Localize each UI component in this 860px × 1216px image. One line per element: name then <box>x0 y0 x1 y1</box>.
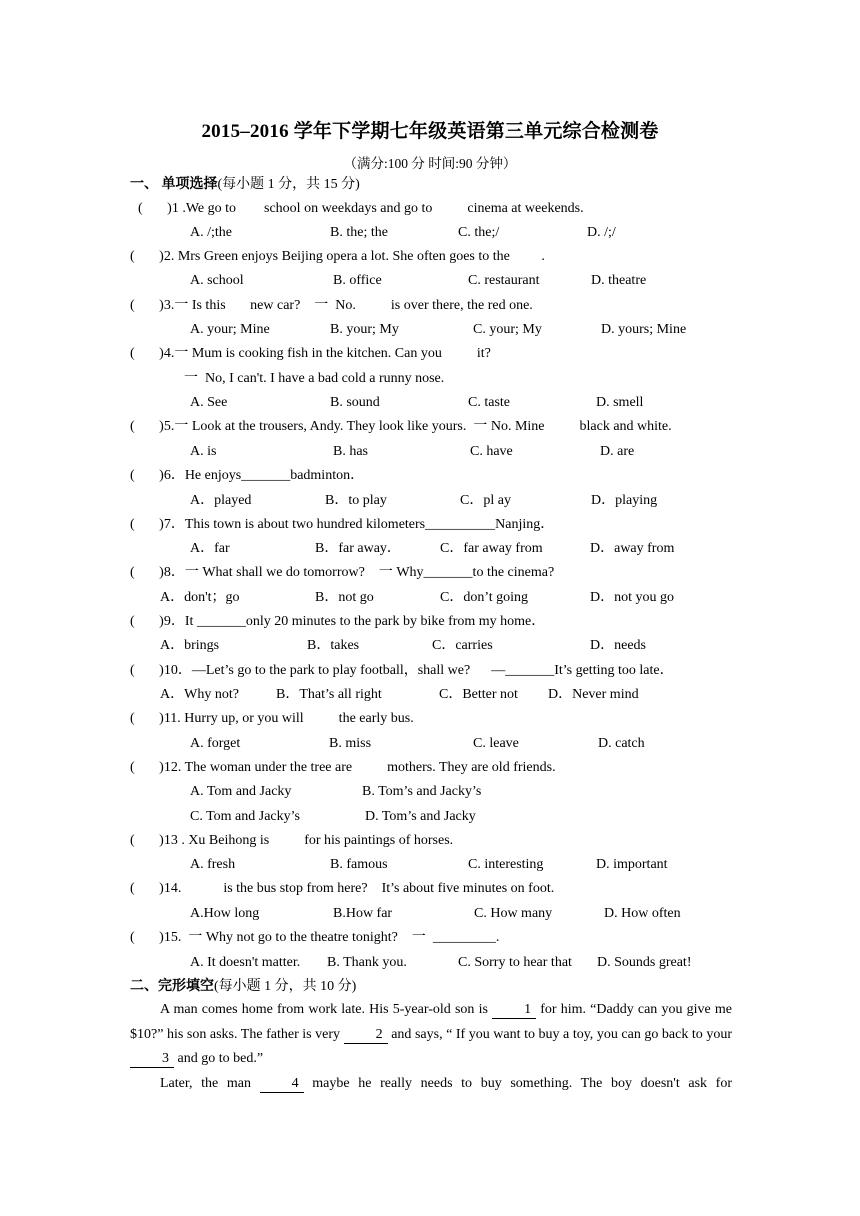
option-d: D．needs <box>590 638 646 653</box>
option-c: C. restaurant <box>468 273 540 288</box>
option-c: C. How many <box>474 906 553 921</box>
option-a: A. school <box>190 273 244 288</box>
question-stem: ( )8．一 What shall we do tomorrow? 一 Why_______to the cinema? <box>130 565 555 580</box>
option-a: A. /;the <box>190 225 232 240</box>
passage-text: maybe he really needs to buy something. The boy doesn't ask for <box>312 1076 733 1091</box>
option-a: A．don't；go <box>160 590 240 605</box>
passage-text: A man comes home from work late. His 5-year-old son is <box>160 1002 488 1017</box>
option-a: A. fresh <box>190 857 236 872</box>
option-d: D. catch <box>598 736 645 751</box>
option-b: B．not go <box>315 590 374 605</box>
option-b: B. Tom’s and Jacky’s <box>362 784 482 799</box>
option-a: A．brings <box>160 638 220 653</box>
question-stem: ( )9．It _______only 20 minutes to the park by bike from my home． <box>130 614 546 629</box>
option-d: D．Never mind <box>548 687 639 702</box>
option-c: C. your; My <box>473 322 542 337</box>
section-note: (每小题 1 分，共 15 分) <box>217 177 360 192</box>
answer-blank[interactable]: 1 <box>492 1002 536 1019</box>
question-stem: ( )15. 一 Why not go to the theatre tonight? 一 _________. <box>130 930 500 945</box>
question-reply: 一 No, I can't. I have a bad cold a runny nose. <box>184 371 445 386</box>
option-c: C. interesting <box>468 857 544 872</box>
option-b: B．to play <box>325 493 387 508</box>
option-d: D. Sounds great! <box>597 955 692 970</box>
option-c: C. Tom and Jacky’s <box>190 809 300 824</box>
option-a: A. It doesn't matter. <box>190 955 301 970</box>
answer-blank[interactable]: 3 <box>130 1051 174 1068</box>
option-a: A．far <box>190 541 230 556</box>
option-c: C．far away from <box>440 541 543 556</box>
answer-blank[interactable]: 4 <box>260 1076 304 1093</box>
section-title: 一、 单项选择 <box>130 177 218 192</box>
option-b: B.How far <box>333 906 393 921</box>
option-c: C．carries <box>432 638 493 653</box>
question-stem: ( )6．He enjoys_______badminton． <box>130 468 365 483</box>
question-stem: ( )3.一 Is this new car? 一 No. is over there, the red one. <box>130 298 533 313</box>
option-b: B．That’s all right <box>276 687 382 702</box>
passage-paragraph <box>130 998 732 1072</box>
passage-text: and says, “ If you want to buy a toy, you can go back to your <box>391 1026 733 1042</box>
passage-paragraph <box>130 1072 732 1097</box>
page-subtitle: （满分:100 分 时间:90 分钟） <box>343 156 517 171</box>
option-a: A. Tom and Jacky <box>190 784 292 799</box>
option-a: A．played <box>190 493 252 508</box>
option-b: B. the; the <box>330 225 388 240</box>
option-c: C. taste <box>468 395 510 410</box>
option-d: D．not you go <box>590 590 674 605</box>
option-d: D. /;/ <box>587 225 616 240</box>
option-b: B. miss <box>329 736 372 751</box>
option-d: D．away from <box>590 541 675 556</box>
question-stem: ( )2. Mrs Green enjoys Beijing opera a lot. She often goes to the . <box>130 249 545 264</box>
option-a: A. your; Mine <box>190 322 270 337</box>
option-a: A. See <box>190 395 228 410</box>
option-a: A. forget <box>190 736 241 751</box>
passage-text: for him. “Daddy can you give me $10?” his son asks. The father is very <box>130 1002 733 1042</box>
option-a: A. is <box>190 444 217 459</box>
option-b: B. your; My <box>330 322 399 337</box>
option-d: D．playing <box>591 493 658 508</box>
section-heading <box>130 978 356 996</box>
option-b: B. office <box>333 273 382 288</box>
option-d: D. How often <box>604 906 681 921</box>
option-c: C．Better not <box>439 687 518 702</box>
answer-blank[interactable]: 2 <box>344 1027 388 1044</box>
question-stem: ( )5.一 Look at the trousers, Andy. They look like yours. 一 No. Mine black and white. <box>130 419 672 434</box>
option-c: C. the;/ <box>458 225 500 240</box>
question-stem: ( )14. is the bus stop from here? It’s about five minutes on foot. <box>130 881 555 896</box>
question-stem: ( )10．—Let’s go to the park to play football，shall we? —_______It’s getting too late． <box>130 663 674 678</box>
option-a: A.How long <box>190 906 260 921</box>
option-c: C．pl ay <box>460 493 511 508</box>
option-c: C. have <box>470 444 513 459</box>
question-stem: ( )12. The woman under the tree are mothers. They are old friends. <box>130 760 556 775</box>
passage-text: and go to bed.” <box>177 1051 264 1066</box>
section-title: 二、完形填空 <box>130 979 214 994</box>
option-d: D. are <box>600 444 635 459</box>
question-stem: ( )13 . Xu Beihong is for his paintings of horses. <box>130 833 454 848</box>
passage-text: Later, the man <box>160 1076 251 1091</box>
page-title: 2015–2016 学年下学期七年级英语第三单元综合检测卷 <box>201 121 659 142</box>
section-heading <box>130 176 360 194</box>
option-b: B. famous <box>330 857 388 872</box>
option-b: B. Thank you. <box>327 955 407 970</box>
option-c: C. leave <box>473 736 519 751</box>
option-b: B. sound <box>330 395 380 410</box>
option-d: D. smell <box>596 395 644 410</box>
question-stem: ( )7．This town is about two hundred kilometers__________Nanjing． <box>130 517 555 532</box>
question-stem: ( )11. Hurry up, or you will the early bus. <box>130 711 414 726</box>
option-b: B．far away． <box>315 541 401 556</box>
question-stem: ( )1 .We go to school on weekdays and go to cinema at weekends. <box>138 201 584 216</box>
option-c: C．don’t going <box>440 590 529 605</box>
option-a: A．Why not? <box>160 687 239 702</box>
option-d: D. Tom’s and Jacky <box>365 809 476 824</box>
option-d: D. important <box>596 857 668 872</box>
question-stem: ( )4.一 Mum is cooking fish in the kitchen. Can you it? <box>130 346 491 361</box>
option-d: D. yours; Mine <box>601 322 687 337</box>
section-note: (每小题 1 分，共 10 分) <box>214 979 357 994</box>
option-d: D. theatre <box>591 273 647 288</box>
option-b: B．takes <box>307 638 360 653</box>
option-c: C. Sorry to hear that <box>458 955 572 970</box>
option-b: B. has <box>333 444 368 459</box>
